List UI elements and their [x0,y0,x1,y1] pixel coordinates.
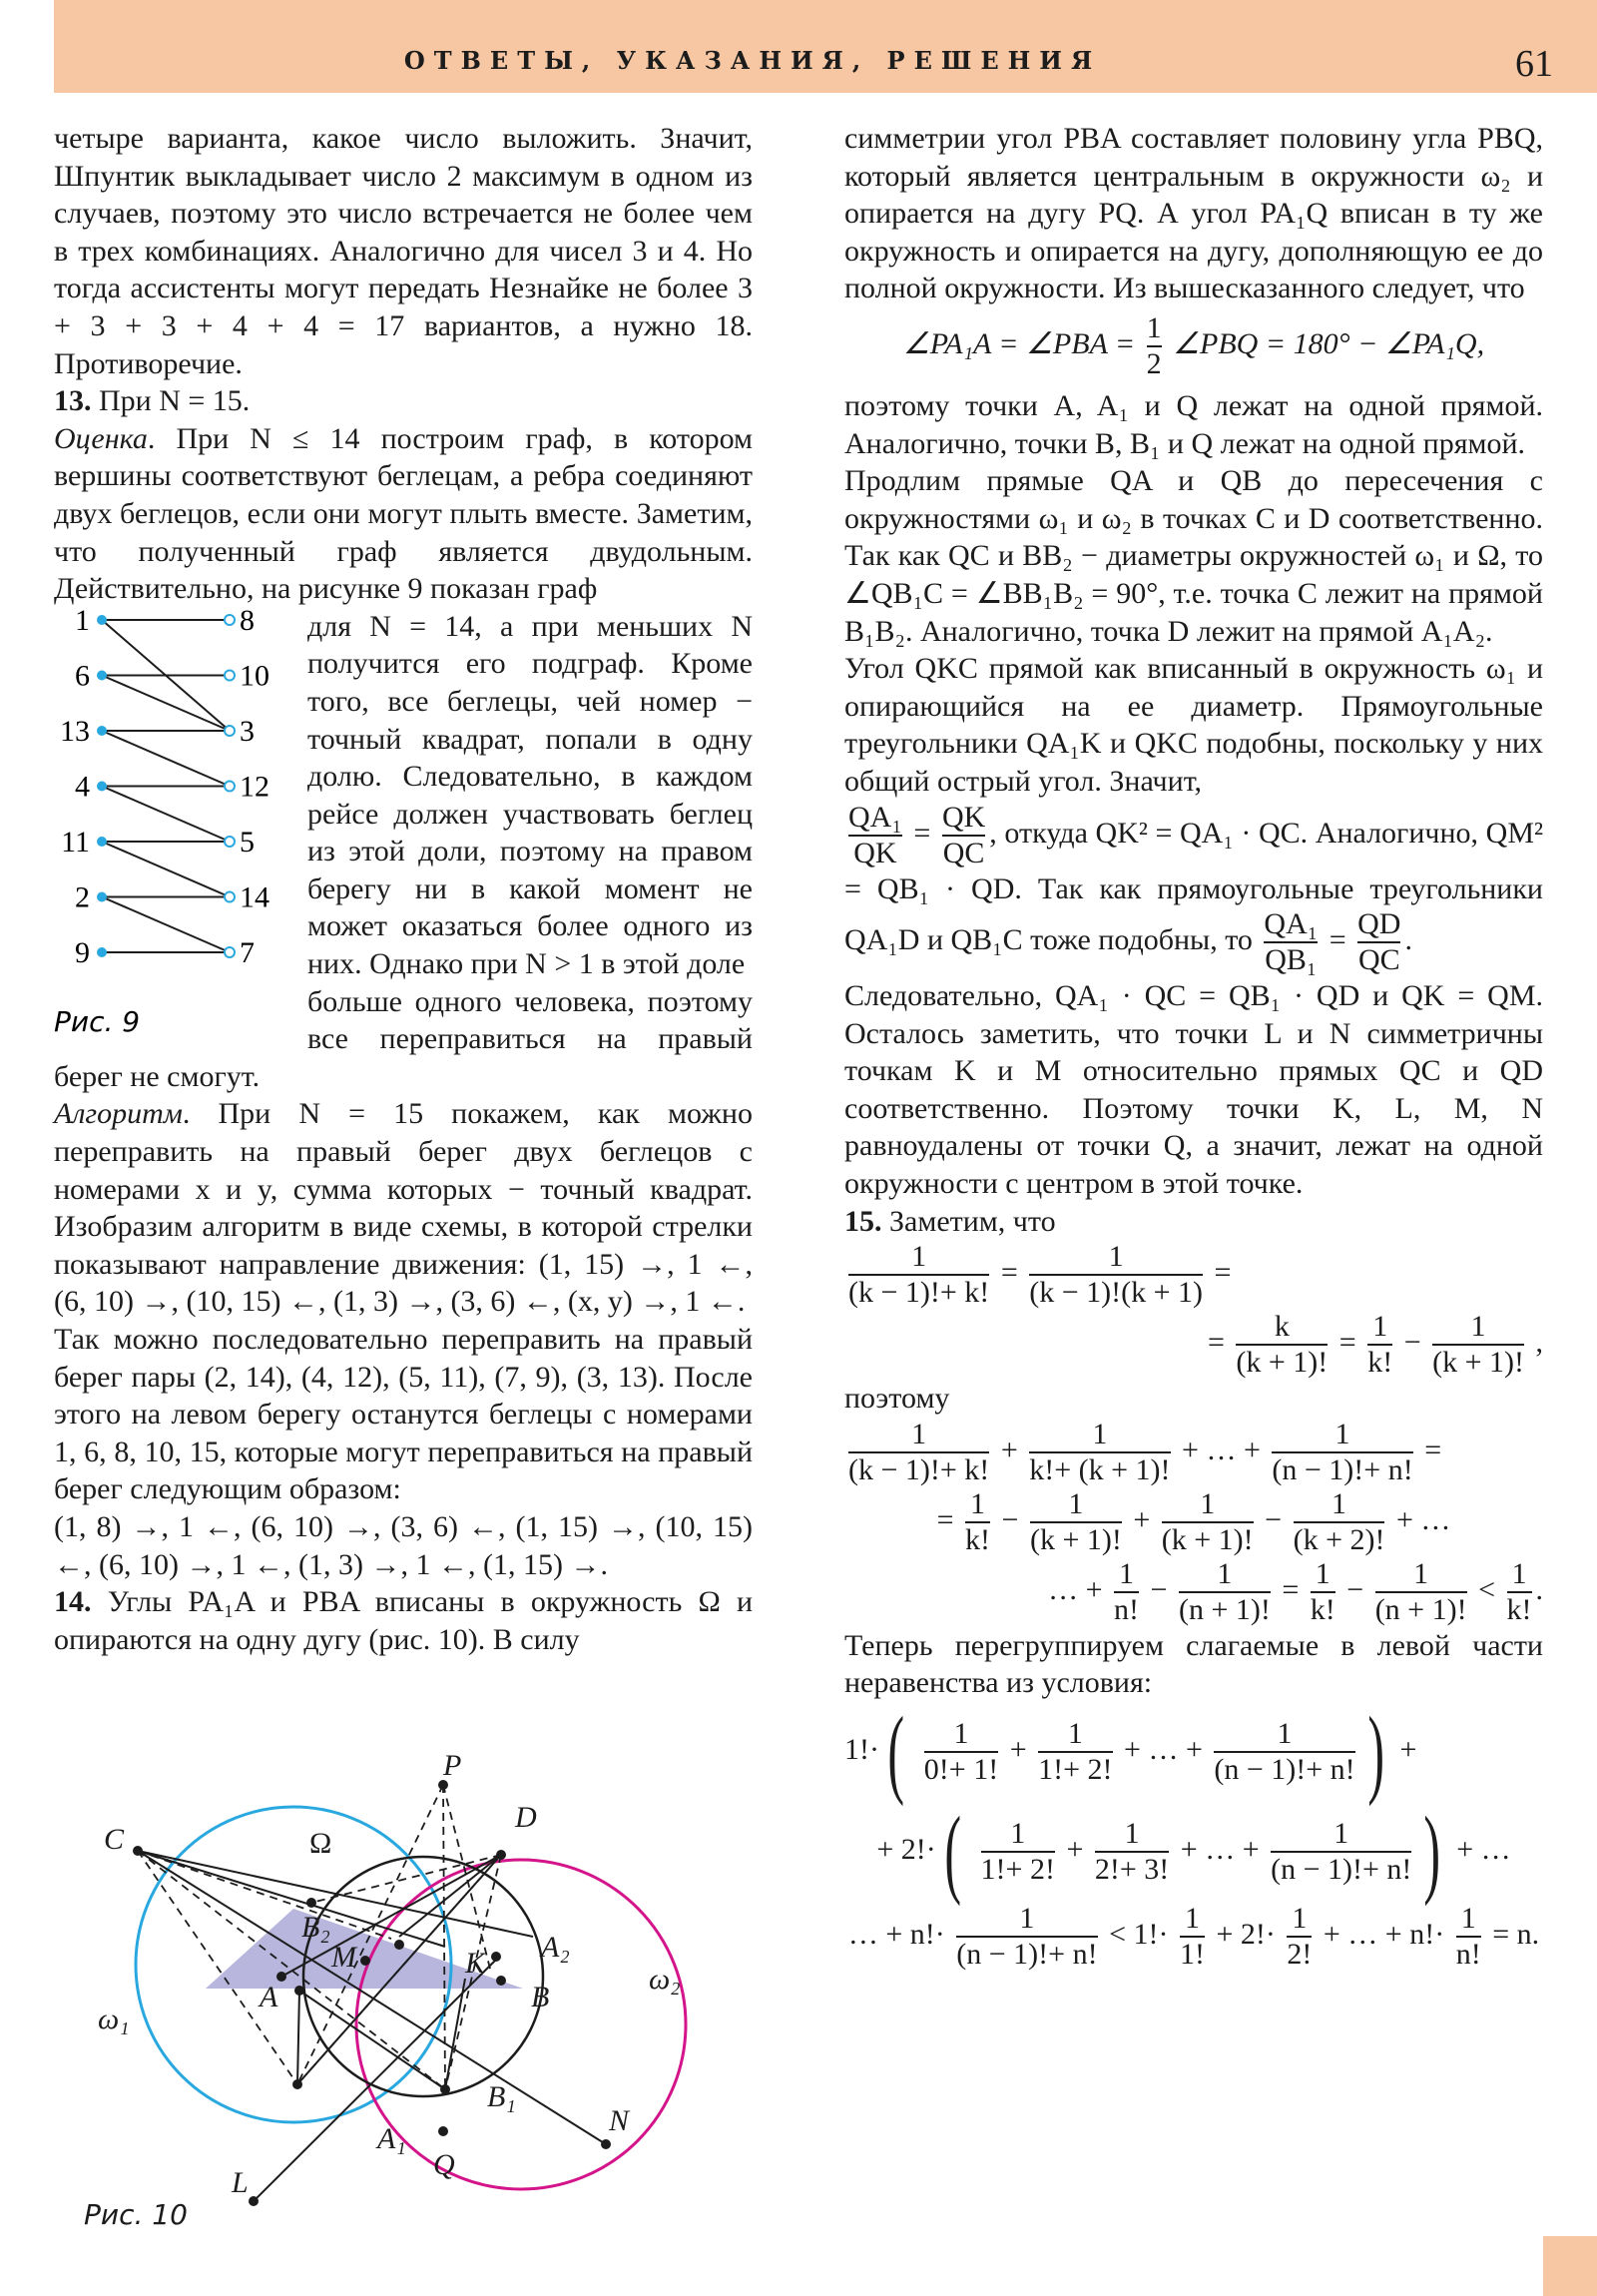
fraction [1272,1418,1412,1487]
point [249,2196,259,2206]
left-node [97,615,107,625]
denominator: k!+ (k + 1)! [1029,1452,1171,1486]
denominator: QC [942,836,985,869]
fraction [1271,1817,1411,1887]
point [440,2084,450,2094]
point [496,1976,506,1986]
fraction [1357,907,1400,977]
paragraph: Следовательно, QA₁ · QC = QB₁ · QD и QK = QM. Осталось заметить, что точки L и N симметричны точкам K и M относительно прямых QC и QD соответственно. Поэтому точки K, L, M, N равноудалены от точки Q, а значит, лежат на одной окружности с центром в этой точке. [844,979,1543,1201]
figure9-block [54,603,753,1038]
denominator: k! [965,1522,991,1556]
figure-10 [54,1749,753,2231]
denominator: k! [1310,1592,1335,1626]
fraction [1114,1557,1139,1627]
denominator: n! [1114,1592,1140,1626]
text: + 2!· [1216,1917,1276,1951]
group-line-2: + 2!·( $\frac{1}{1!+ 2!}$ + $\frac{1}{2!+ 3!}$ + … + $\frac{1}{(n - 1)!+ n!}$ ) + … [876,1796,1511,1908]
denominator: (n − 1)!+ n! [1271,1853,1412,1887]
left-node [97,837,107,847]
fraction [1294,1487,1385,1557]
numerator: 1 [1277,1717,1293,1751]
fraction [1375,1557,1467,1627]
graph-figure [54,603,295,1039]
graph-edge [102,842,230,897]
denominator: 1! [1179,1938,1205,1972]
numerator: QK [941,800,986,834]
denominator: (k − 1)!(k + 1) [1029,1276,1204,1310]
right-node [225,726,235,736]
numerator: 1 [1146,310,1162,344]
paren: ( [887,1696,904,1808]
problem-15 [844,1203,1543,1241]
numerator: 1 [1334,1417,1350,1450]
right-node-label: 12 [240,770,269,804]
pairs-paragraph: Так можно последовательно переправить на правый берег пары (2, 14), (4, 12), (5, 11), (7, 9), (3, 13). После этого на левом берегу останутся беглецы с номерами 1, 6, 8, 10, 15, которые могут переправиться на правый берег следующим образом: [54,1323,753,1506]
numerator: 1 [1292,1902,1308,1936]
numerator: 1 [1315,1556,1331,1590]
fraction [1432,1310,1524,1380]
estimate-text-start: . При N ≤ 14 построим граф, в котором вершины соответствуют беглецам, а ребра соединяют двух беглецов, если они могут плыть вместе. Заметим, что полученный граф является двудольным. Действительно, на рисунке 9 показан граф [54,421,753,606]
denominator: (k + 1)! [1236,1346,1329,1380]
label-D: D [515,1801,537,1834]
numerator: 1 [1460,1902,1476,1936]
denominator: 2!+ 3! [1094,1853,1170,1887]
problem-number: 13. [54,384,92,418]
group-line-3 [844,1902,1543,1972]
graph-edge [102,675,230,731]
fraction [1287,1902,1312,1972]
fraction [1179,1557,1271,1627]
left-node [97,670,107,680]
right-node-label: 8 [240,603,255,637]
fraction [1029,1418,1170,1487]
estimate-paragraph [54,420,753,608]
label-Omega: Ω [309,1827,332,1860]
right-node-label: 10 [240,659,269,693]
label-omega2: ω₂ [649,1963,681,1996]
right-node-label: 14 [240,880,269,914]
label-N: N [609,2104,630,2137]
problem-text: Заметим, что [889,1204,1056,1238]
fraction [848,801,902,870]
problem-14 [54,1583,753,1658]
fraction [1264,907,1318,977]
denominator: (k + 2)! [1293,1522,1385,1556]
paragraph: Угол QKC прямой как вписанный в окружность ω₁ и опирающийся на ее диаметр. Прямоугольные треугольники QA₁K и QKC подобны, поскольку у них общий острый угол. Значит, [844,652,1543,798]
label-B1: B₁ [487,2080,516,2113]
problem-text: Углы PA₁A и PBA вписаны в окружность Ω и опираются на одну дугу (рис. 10). В силу [54,1585,753,1656]
coefficient: … + n!· [847,1917,945,1951]
left-node [97,891,107,901]
numerator: QD [1357,907,1401,941]
label-P: P [443,1749,462,1782]
paragraph: симметрии угол PBA составляет половину угла PBQ, который является центральным в окружности ω₂ и опирается на дугу PQ. А угол PA₁Q вписан в ту же окружность и опирается на дугу, дополняющую ее до полной окружности. Из вышесказанного следует, что [844,122,1543,305]
numerator: 1 [1108,1240,1124,1274]
left-node-label: 2 [75,880,90,914]
fraction [1095,1817,1169,1887]
right-node [225,781,235,791]
paren: ( [944,1796,961,1908]
fraction [848,1418,989,1487]
paren: ) [1367,1696,1384,1808]
label-A1: A₁ [377,2122,406,2155]
right-column [844,120,1543,1972]
text: < 1!· [1109,1917,1169,1951]
numerator: 1 [1092,1417,1108,1450]
numerator: 1 [911,1417,927,1450]
left-node-label: 13 [60,714,90,748]
fraction [956,1902,1097,1972]
denominator: (k − 1)!+ k! [848,1276,990,1310]
numerator: 1 [1217,1556,1233,1590]
estimate-text-end: больше одного человека, поэтому все переправиться на правый берег не смогут. [54,984,753,1093]
numerator: 1 [1331,1486,1347,1520]
header-title: ОТВЕТЫ, УКАЗАНИЯ, РЕШЕНИЯ [403,46,1102,75]
right-node [225,891,235,901]
fraction [1038,1717,1112,1787]
right-node [225,837,235,847]
scheme-paragraph: (1, 8) →, 1 ←, (6, 10) →, (3, 6) ←, (1, 15) →, (10, 15) ←, (6, 10) →, 1 ←, (1, 3) →, 1 ←, (1, 15) →. [54,1509,753,1581]
fraction [1367,1310,1392,1380]
numerator: 1 [970,1486,986,1520]
text: = n. [1492,1917,1540,1951]
denominator: 2! [1287,1938,1313,1972]
numerator: 1 [1019,1902,1035,1936]
numerator: 1 [1124,1817,1140,1851]
denominator: (k + 1)! [1029,1522,1122,1556]
page-corner-tab [1543,2236,1597,2296]
label-B: B [531,1981,550,2013]
denominator: (n − 1)!+ n! [1272,1452,1413,1486]
fraction [1029,1240,1203,1310]
problem-number: 15. [844,1204,882,1238]
text: , откуда QK² = QA₁ · QC. Аналогично, QM² = QB₁ · QD. Так как прямоугольные треугольники QA₁D и QB₁C тоже подобны, то [844,816,1544,956]
left-node-label: 6 [75,659,90,693]
estimate-label: Оценка [54,421,148,455]
eq-left: ∠PA₁A = ∠PBA = [902,326,1136,360]
numerator: QA₁ [1264,907,1319,941]
denominator: (k − 1)!+ k! [848,1452,990,1486]
page-header [54,0,1597,93]
numerator: 1 [911,1240,927,1274]
numerator: 1 [1068,1486,1084,1520]
equation-A: $\frac{1}{(k - 1)!+ k!}$ = $\frac{1}{(k - 1)!(k + 1)}$ = [848,1240,1232,1310]
fraction [1456,1902,1481,1972]
denominator: n! [1455,1938,1481,1972]
fraction [1147,311,1162,381]
point [394,1940,404,1950]
problem-13 [54,382,753,420]
text: + … + n!· [1323,1917,1445,1951]
point [276,1972,286,1982]
label-M: M [331,1941,356,1974]
left-node-label: 4 [75,770,90,804]
point [601,2139,611,2149]
point [360,1956,370,1966]
denominator: k! [1367,1346,1393,1380]
numerator: 1 [1333,1817,1349,1851]
graph-edge [102,896,230,952]
point [491,1952,501,1962]
denominator: (n + 1)! [1178,1592,1271,1626]
denominator: (n + 1)! [1374,1592,1467,1626]
numerator: 1 [1119,1556,1135,1590]
label-Q: Q [433,2148,455,2181]
fraction [1214,1717,1354,1787]
fraction [965,1487,990,1557]
right-node [225,947,235,957]
denominator: QC [1357,943,1400,977]
fraction [1507,1557,1532,1627]
denominator: QB₁ [1265,943,1318,977]
numerator: 1 [1184,1902,1200,1936]
point [438,2126,448,2136]
fraction [1030,1487,1122,1557]
right-node-label: 3 [240,714,255,748]
denominator: (n − 1)!+ n! [1214,1753,1355,1787]
sum-line-3: … + $\frac{1}{n!}$ − $\frac{1}{(n + 1)!}$ = $\frac{1}{k!}$ − $\frac{1}{(n + 1)!}$ < $\frac{1}{k!}$ . [1048,1556,1543,1626]
right-node-label: 7 [240,935,255,969]
left-node [97,726,107,736]
eq-right: ∠PBQ = 180° − ∠PA₁Q, [1173,326,1485,360]
equation-B: = $\frac{k}{(k + 1)!}$ = $\frac{1}{k!}$ − $\frac{1}{(k + 1)!}$ , [1207,1310,1543,1380]
group-line-1: 1!·( $\frac{1}{0!+ 1!}$ + $\frac{1}{1!+ 2!}$ + … + $\frac{1}{(n - 1)!+ n!}$ ) + [844,1696,1417,1808]
right-node-label: 5 [240,825,255,859]
fraction [848,1240,989,1310]
denominator: k! [1506,1592,1532,1626]
fraction [942,801,985,870]
figure-9 [54,603,295,1039]
numerator: k [1274,1310,1290,1344]
paragraph: Продлим прямые QA и QB до пересечения с окружностями ω₁ и ω₂ в точках C и D соответственно. Так как QC и BB₂ − диаметры окружностей ω₁ и Ω, то ∠QB₁C = ∠BB₁B₂ = 90°, т.е. точка C лежит на прямой B₁B₂. Аналогично, точка D лежит на прямой A₁A₂. [844,464,1543,648]
denominator: QK [848,835,902,870]
left-node-label: 11 [61,825,90,859]
figure-caption: Рис. 9 [54,1004,141,1038]
label-L: L [232,2166,249,2199]
point [133,1846,143,1856]
equation-1 [844,311,1543,381]
paren: ) [1423,1796,1441,1908]
fraction [1162,1487,1254,1557]
algorithm-label: Алгоритм [54,1097,183,1131]
graph-edge [102,786,230,842]
point [496,1850,506,1860]
graph-edge [102,731,230,787]
denominator: 1!+ 2! [1038,1753,1113,1787]
paragraph: поэтому [844,1382,950,1416]
numerator: 1 [1511,1556,1527,1590]
algorithm-text: . При N = 15 покажем, как можно переправить на правый берег двух беглецов с номерами x и y, сумма которых − точный квадрат. Изобразим алгоритм в виде схемы, в которой стрелки показывают направление движения: (1, 15) →, 1 ←, (6, 10) →, (10, 15) ←, (1, 3) →, (3, 6) ←, (x, y) →, 1 ←. [54,1097,753,1319]
algorithm-paragraph [54,1095,753,1321]
denominator: (n − 1)!+ n! [956,1938,1098,1972]
fraction [1180,1902,1205,1972]
denominator: 2 [1146,346,1162,380]
numerator: QA₁ [848,800,902,834]
denominator: 0!+ 1! [923,1753,999,1787]
numerator: 1 [1200,1486,1216,1520]
paragraph-with-fractions: $\frac{\text{QA₁}}{QK}$ = $\frac{QK}{QC}$ , откуда QK² = QA₁ · QC. Аналогично, QM² = QB₁ · QD. Так как прямоугольные треугольники QA₁D и QB₁C тоже подобны, то $\frac{\text{QA₁}}{\text{QB₁}}$ = $\frac{QD}{QC}$ . [844,800,1544,977]
numerator: 1 [1413,1556,1429,1590]
paragraph: Теперь перегруппируем слагаемые в левой части неравенства из условия: [844,1628,1543,1700]
solid-lines [138,1851,606,2201]
fraction [981,1817,1055,1887]
left-column [54,120,753,1658]
denominator: (k + 1)! [1432,1346,1524,1380]
numerator: 1 [953,1717,969,1751]
fraction [924,1717,998,1787]
label-omega1: ω₁ [98,2003,130,2035]
left-node [97,781,107,791]
problem-text: При N = 15. [99,384,251,418]
denominator: 1!+ 2! [980,1853,1055,1887]
point [306,1898,316,1908]
fraction [1311,1557,1335,1627]
left-node-label: 1 [75,603,90,637]
label-A2: A₂ [541,1931,570,1964]
point [292,2079,302,2089]
coefficient: + 2!· [876,1832,936,1866]
left-node-label: 9 [75,935,90,969]
paragraph: поэтому точки A, A₁ и Q лежат на одной прямой. Аналогично, точки B, B₁ и Q лежат на одной прямой. [844,388,1543,460]
label-A: A [260,1981,278,2013]
sum-line-2: = $\frac{1}{k!}$ − $\frac{1}{(k + 1)!}$ + $\frac{1}{(k + 1)!}$ − $\frac{1}{(k + 2)!}$ + … [936,1486,1451,1556]
problem-number: 14. [54,1585,92,1619]
label-B2: B₂ [301,1911,330,1944]
numerator: 1 [1010,1817,1026,1851]
page-number: 61 [1515,43,1553,85]
fraction [1236,1310,1328,1380]
point [294,1986,304,1996]
denominator: (k + 1)! [1161,1522,1254,1556]
left-node [97,947,107,957]
numerator: 1 [1372,1310,1388,1344]
coefficient: 1!· [844,1732,879,1766]
right-node [225,670,235,680]
sum-line-1: $\frac{1}{(k - 1)!+ k!}$ + $\frac{1}{k!+ (k + 1)!}$ + … + $\frac{1}{(n - 1)!+ n!}$ = [848,1417,1442,1486]
label-K: K [465,1947,486,1980]
right-node [225,615,235,625]
label-C: C [104,1823,125,1856]
numerator: 1 [1470,1310,1486,1344]
estimate-text-continued: для N = 14, а при меньших N получится его подграф. Кроме того, все беглецы, чей номер − точный квадрат, попали в одну долю. Следовательно, в каждом рейсе должен участвовать беглец из этой доли, поэтому на правом берегу ни в какой момент не может оказаться более одного из них. Однако при N > 1 в этой доле [307,609,753,981]
paragraph: четыре варианта, какое число выложить. Значит, Шпунтик выкладывает число 2 максимум в одном из случаев, поэтому это число встречается не более чем в трех комбинациях. Аналогично для чисел 3 и 4. Но тогда ассистенты могут передать Незнайке не более 3 + 3 + 3 + 4 + 4 = 17 вариантов, а нужно 18. Противоречие. [54,122,753,380]
numerator: 1 [1067,1717,1083,1751]
figure-caption: Рис. 10 [84,2198,188,2231]
